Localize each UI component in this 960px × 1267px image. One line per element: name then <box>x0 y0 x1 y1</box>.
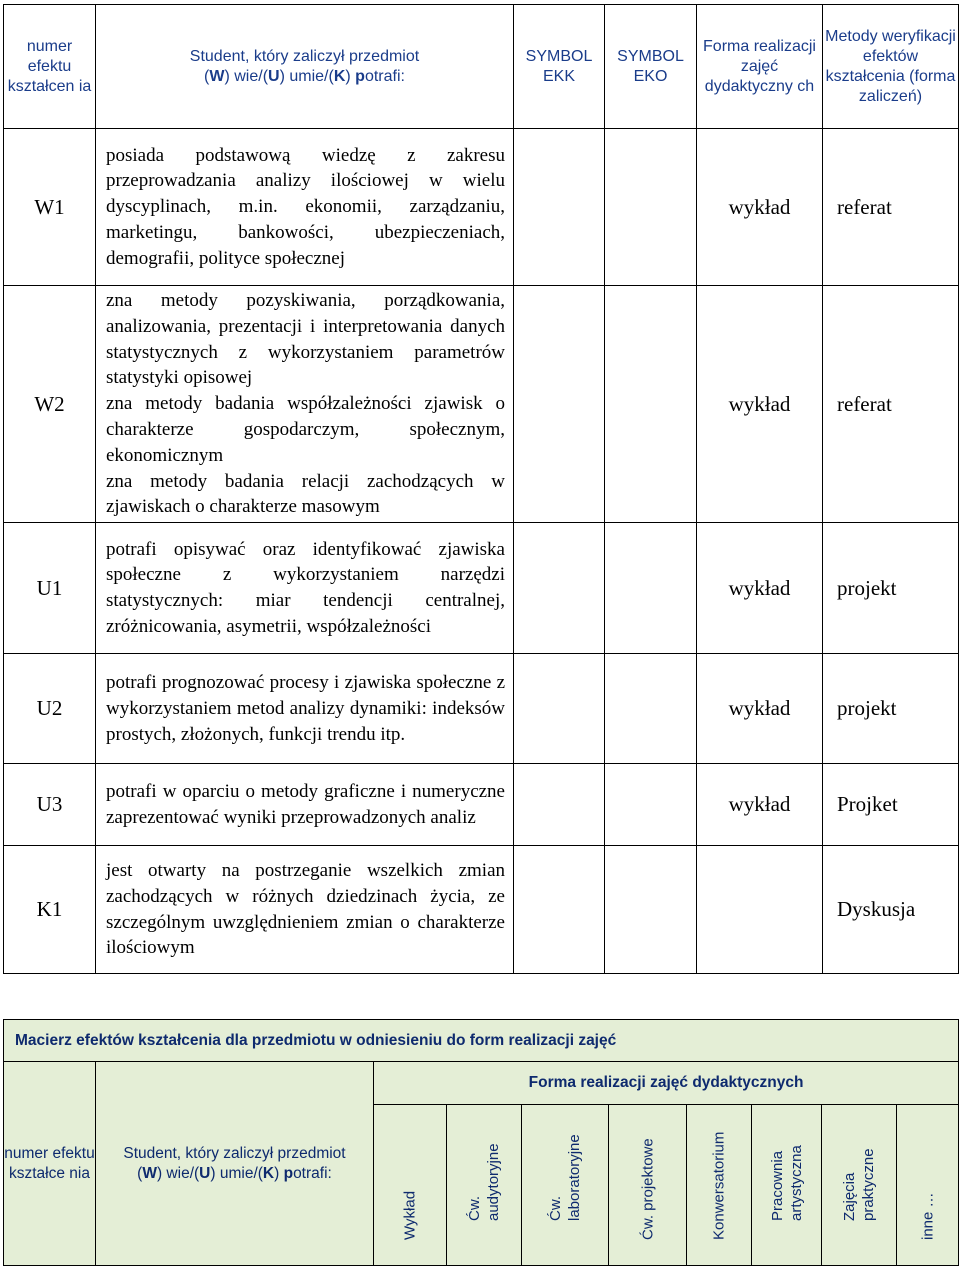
form-lecture: Wykład <box>374 1105 447 1266</box>
header-symbol-eko: SYMBOL EKO <box>605 5 697 129</box>
form-project-exercises: Ćw. projektowe <box>609 1105 687 1266</box>
form-other: inne … <box>897 1105 959 1266</box>
symbol-eko <box>605 129 697 286</box>
matrix-title-row <box>4 1020 959 1062</box>
outcome-description: potrafi opisywać oraz identyfikować zjawiska społeczne z wykorzystaniem narzędzi statystycznych: miar tendencji centralnej, zróżnicowania, asymetrii, współzależności <box>96 523 514 654</box>
form-art-studio: Pracownia artystyczna <box>752 1105 822 1266</box>
verification-method: projekt <box>823 523 959 654</box>
outcome-description: potrafi prognozować procesy i zjawiska społeczne z wykorzystaniem metod analizy dynamiki: indeksów prostych, złożonych, funkcji trendu itp. <box>96 654 514 764</box>
header-student-line1: Student, który zaliczył przedmiot <box>189 47 420 65</box>
header-verification-methods: Metody weryfikacji efektów kształcenia (forma zaliczeń) <box>823 5 959 129</box>
outcome-description: zna metody pozyskiwania, porządkowania, analizowania, prezentacji i interpretowania danych statystycznych z wykorzystaniem parametrów statystyki opisowej zna metody badania współzależności zjawisk o charakterze gospodarczym, społecznym, ekonomicznym zna metody badania relacji zachodzących w zjawiskach o charakterze masowym <box>96 286 514 523</box>
symbol-eko <box>605 523 697 654</box>
table-row <box>4 654 959 764</box>
matrix-student-line2: (W) wie/(U) umie/(K) potrafi: <box>137 1164 332 1182</box>
header-student <box>96 5 514 129</box>
form-lab-exercises: Ćw. laboratoryjne <box>522 1105 609 1266</box>
outcome-code: W2 <box>4 286 96 523</box>
symbol-ekk <box>514 764 605 846</box>
header-symbol-ekk: SYMBOL EKK <box>514 5 605 129</box>
symbol-eko <box>605 764 697 846</box>
symbol-eko <box>605 286 697 523</box>
matrix-header-outcome-number: numer efektu kształce nia <box>4 1062 96 1266</box>
symbol-ekk <box>514 129 605 286</box>
verification-method: projekt <box>823 654 959 764</box>
symbol-eko <box>605 654 697 764</box>
outcome-description: jest otwarty na postrzeganie wszelkich zmian zachodzących w różnych dziedzinach życia, ze szczególnym uwzględnieniem zmian o charakterze ilościowym <box>96 846 514 974</box>
symbol-ekk <box>514 286 605 523</box>
teaching-forms-matrix <box>3 1019 959 1266</box>
verification-method: Dyskusja <box>823 846 959 974</box>
header-teaching-form: Forma realizacji zajęć dydaktyczny ch <box>697 5 823 129</box>
symbol-ekk <box>514 846 605 974</box>
symbol-ekk <box>514 523 605 654</box>
teaching-form: wykład <box>697 523 823 654</box>
form-practical-classes: Zajęcia praktyczne <box>822 1105 897 1266</box>
form-auditory-exercises: Ćw. audytoryjne <box>447 1105 522 1266</box>
form-conversatorium: Konwersatorium <box>687 1105 752 1266</box>
table-row <box>4 129 959 286</box>
teaching-form: wykład <box>697 129 823 286</box>
teaching-form: wykład <box>697 654 823 764</box>
header-outcome-number: numer efektu kształcen ia <box>4 5 96 129</box>
teaching-form: wykład <box>697 764 823 846</box>
outcome-code: U2 <box>4 654 96 764</box>
outcome-description: posiada podstawową wiedzę z zakresu przeprowadzania analizy ilościowej w wielu dyscyplinach, m.in. ekonomii, zarządzaniu, marketingu, bankowości, ubezpieczeniach, demografii, polityce społecznej <box>96 129 514 286</box>
table-row <box>4 523 959 654</box>
outcome-code: W1 <box>4 129 96 286</box>
table-row <box>4 764 959 846</box>
outcome-description: potrafi w oparciu o metody graficzne i numeryczne zaprezentować wyniki przeprowadzonych analiz <box>96 764 514 846</box>
header-row <box>4 5 959 129</box>
verification-method: Projket <box>823 764 959 846</box>
learning-outcomes-table <box>3 4 959 974</box>
verification-method: referat <box>823 286 959 523</box>
teaching-form: wykład <box>697 286 823 523</box>
table-row <box>4 286 959 523</box>
outcome-code: U3 <box>4 764 96 846</box>
symbol-eko <box>605 846 697 974</box>
matrix-student-line1: Student, który zaliczył przedmiot <box>123 1144 346 1162</box>
table-row <box>4 846 959 974</box>
outcome-code: U1 <box>4 523 96 654</box>
matrix-title: Macierz efektów kształcenia dla przedmiotu w odniesieniu do form realizacji zajęć <box>4 1020 959 1062</box>
teaching-form <box>697 846 823 974</box>
symbol-ekk <box>514 654 605 764</box>
verification-method: referat <box>823 129 959 286</box>
matrix-forma-row <box>4 1062 959 1105</box>
header-student-line2: (W) wie/(U) umie/(K) potrafi: <box>204 67 405 85</box>
outcome-code: K1 <box>4 846 96 974</box>
matrix-header-student <box>96 1062 374 1266</box>
matrix-forma-header: Forma realizacji zajęć dydaktycznych <box>374 1062 959 1105</box>
